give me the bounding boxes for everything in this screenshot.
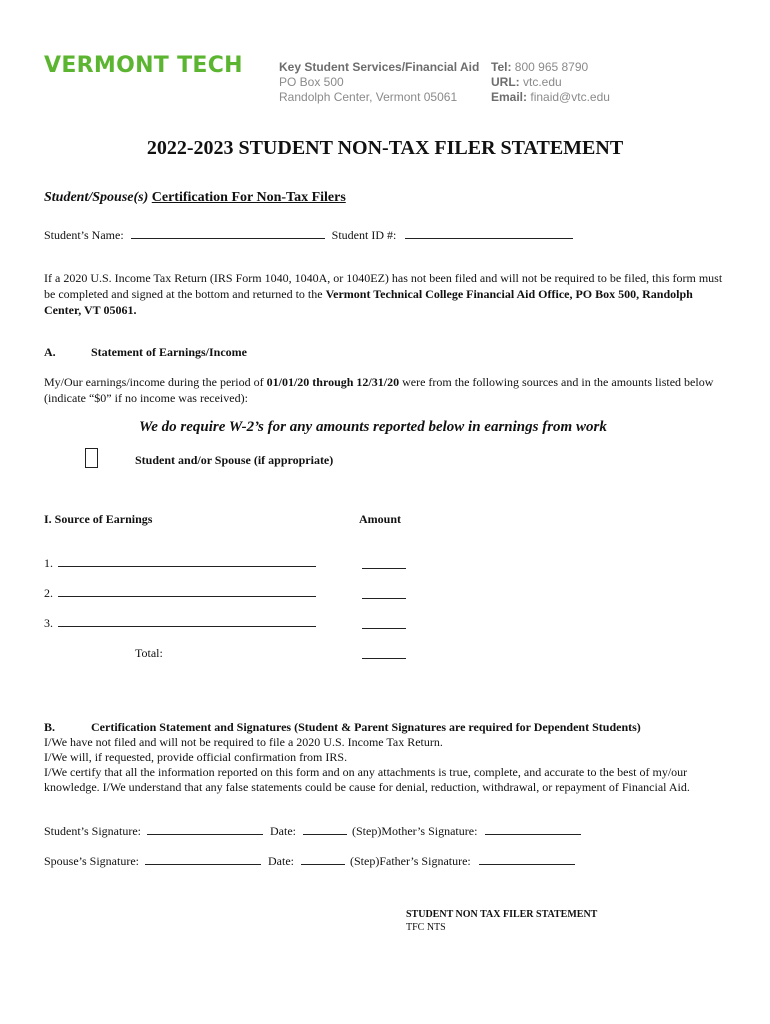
source-field-3[interactable] <box>58 616 316 627</box>
source-field-1[interactable] <box>58 556 316 567</box>
w2-notice: We do require W-2’s for any amounts reported below in earnings from work <box>139 419 607 435</box>
url-label: URL: <box>491 75 520 89</box>
student-spouse-checkbox[interactable] <box>85 448 98 468</box>
address-line-2: Randolph Center, Vermont 05061 <box>279 90 458 104</box>
student-name-label: Student’s Name: <box>44 228 124 242</box>
source-of-earnings-header: I. Source of Earnings <box>44 512 153 526</box>
student-signature-row <box>44 824 581 839</box>
section-a-text-after: were from the following sources and in the amounts listed below (indicate “$0” if no income was received): <box>44 375 714 405</box>
contact-block <box>491 60 610 105</box>
amount-field-2[interactable] <box>362 588 406 599</box>
email-label: Email: <box>491 90 528 104</box>
certification-heading <box>44 190 346 206</box>
intro-paragraph <box>44 270 724 318</box>
section-b-statements <box>44 735 734 795</box>
certification-prefix: Student/Spouse(s) <box>44 190 149 205</box>
row-number: 2. <box>44 586 53 600</box>
url-value: vtc.edu <box>523 75 562 89</box>
earnings-row <box>44 586 316 601</box>
spouse-date-field[interactable] <box>301 854 345 865</box>
student-signature-field[interactable] <box>147 824 263 835</box>
address-line-1: PO Box 500 <box>279 75 344 89</box>
footer-form-name: STUDENT NON TAX FILER STATEMENT <box>406 909 598 920</box>
student-signature-label: Student’s Signature: <box>44 824 141 838</box>
mother-signature-label: (Step)Mother’s Signature: <box>352 824 478 838</box>
earnings-row <box>44 616 316 631</box>
tel-value: 800 965 8790 <box>514 60 589 74</box>
spouse-signature-field[interactable] <box>145 854 261 865</box>
page-title: 2022-2023 STUDENT NON-TAX FILER STATEMENT <box>146 137 624 159</box>
student-id-field[interactable] <box>405 228 573 239</box>
earnings-row <box>44 556 316 571</box>
student-date-label: Date: <box>270 824 296 838</box>
checkbox-label: Student and/or Spouse (if appropriate) <box>135 453 334 467</box>
spouse-signature-row <box>44 854 575 869</box>
section-a-paragraph <box>44 374 724 406</box>
intro-bold-address: Vermont Technical College Financial Aid Office, PO Box 500, Randolph Center, VT 05061. <box>44 287 693 317</box>
statement-line-1: I/We have not filed and will not be required to file a 2020 U.S. Income Tax Return. <box>44 735 443 749</box>
total-label: Total: <box>135 646 163 660</box>
spouse-signature-label: Spouse’s Signature: <box>44 854 139 868</box>
vermont-tech-logo: VERMONT TECH <box>44 53 243 78</box>
section-b-title: Certification Statement and Signatures (Student & Parent Signatures are required for Dependent Students) <box>91 720 641 734</box>
statement-line-3: I/We certify that all the information reported on this form and on any attachments is true, complete, and accurate to the best of my/our knowledge. I/We understand that any false statements could be cause for denial, reduction, withdrawal, or repayment of Financial Aid. <box>44 765 690 794</box>
total-amount-field[interactable] <box>362 648 406 659</box>
email-value: finaid@vtc.edu <box>530 90 610 104</box>
office-name: Key Student Services/Financial Aid <box>279 60 480 74</box>
section-b-letter: B. <box>44 720 56 734</box>
tel-label: Tel: <box>491 60 512 74</box>
office-address-block <box>279 60 479 105</box>
section-a-letter: A. <box>44 345 56 359</box>
certification-title: Certification For Non-Tax Filers <box>151 190 346 205</box>
mother-signature-field[interactable] <box>485 824 581 835</box>
amount-header: Amount <box>359 512 402 526</box>
source-field-2[interactable] <box>58 586 316 597</box>
footer-form-code: TFC NTS <box>406 922 446 933</box>
section-a-period: 01/01/20 through 12/31/20 <box>266 375 400 389</box>
spouse-date-label: Date: <box>268 854 294 868</box>
amount-field-3[interactable] <box>362 618 406 629</box>
statement-line-2: I/We will, if requested, provide official confirmation from IRS. <box>44 750 348 764</box>
amount-field-1[interactable] <box>362 558 406 569</box>
student-info-row <box>44 228 573 243</box>
section-a-title: Statement of Earnings/Income <box>91 345 247 359</box>
row-number: 3. <box>44 616 53 630</box>
student-id-label: Student ID #: <box>331 228 397 242</box>
intro-text: If a 2020 U.S. Income Tax Return (IRS Form 1040, 1040A, or 1040EZ) has not been filed and will not be required to be filed, this form must be completed and signed at the bottom and returned to the <box>44 271 723 301</box>
student-name-field[interactable] <box>131 228 325 239</box>
father-signature-label: (Step)Father’s Signature: <box>350 854 471 868</box>
student-date-field[interactable] <box>303 824 347 835</box>
section-a-text-before: My/Our earnings/income during the period of <box>44 375 264 389</box>
row-number: 1. <box>44 556 53 570</box>
father-signature-field[interactable] <box>479 854 575 865</box>
